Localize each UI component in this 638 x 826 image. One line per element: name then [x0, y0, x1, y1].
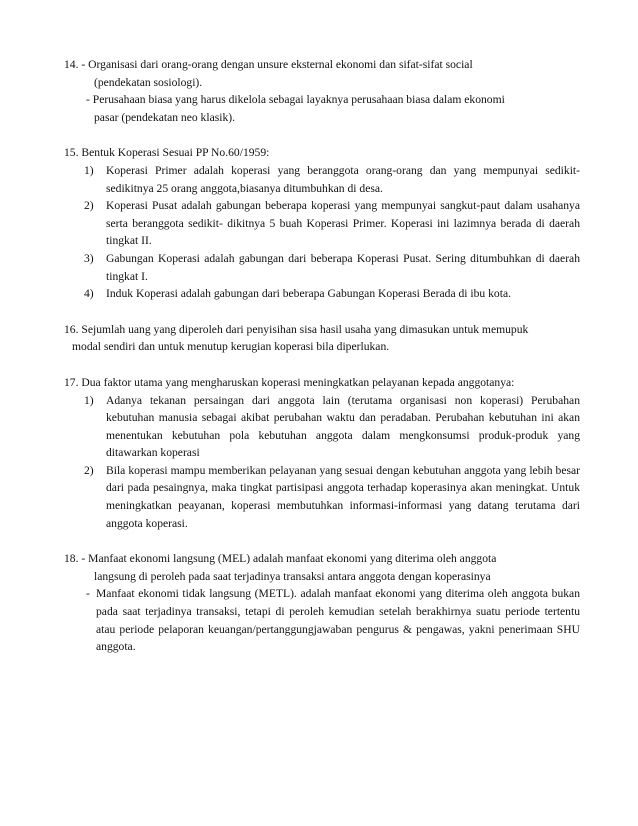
- list-item: [70, 462, 580, 532]
- list-item: [70, 285, 580, 303]
- item-text: Bila koperasi mampu memberikan pelayanan yang sesuai dengan kebutuhan anggota yang lebih besar dari pada pesaingnya, maka tingkat partisipasi anggota terhadap koperasinya akan meningkat. Untuk meningkatkan peayanan, koperasi membutuhkan informasi-informasi yang datang terutama dari anggota koperasi.: [106, 463, 580, 530]
- s18-text-2: Manfaat ekonomi tidak langsung (METL). adalah manfaat ekonomi yang diterima oleh anggota bukan pada saat terjadinya transaksi, tetapi di peroleh kemudian setelah berakhirnya suatu periode tertentu atau periode pelaporan keuangan/pertanggungjawaban pengurus & pengawas, yakni penerimaan SHU anggota.: [96, 587, 580, 654]
- s16-line-2: modal sendiri dan untuk menutup kerugian koperasi bila diperlukan.: [72, 340, 390, 354]
- s16-line-1: 16. Sejumlah uang yang diperoleh dari penyisihan sisa hasil usaha yang dimasukan untuk memupuk: [64, 322, 529, 336]
- s18-line-2: langsung di peroleh pada saat terjadinya transaksi antara anggota dengan koperasinya: [94, 569, 491, 583]
- s14-line-1: 14. - Organisasi dari orang-orang dengan unsure eksternal ekonomi dan sifat-sifat social: [64, 58, 473, 71]
- dash-marker: -: [86, 587, 90, 601]
- item-number: 2): [84, 199, 94, 213]
- s14-line-4: pasar (pendekatan neo klasik).: [94, 110, 235, 124]
- item-text: Induk Koperasi adalah gabungan dari beberapa Gabungan Koperasi Berada di ibu kota.: [106, 287, 511, 301]
- list-item: [70, 162, 580, 197]
- s17-list: [64, 392, 580, 533]
- item-number: 1): [84, 393, 94, 407]
- list-item: [70, 197, 580, 250]
- item-number: 4): [84, 287, 94, 301]
- item-text: Gabungan Koperasi adalah gabungan dari beberapa Koperasi Pusat. Sering ditumbuhkan di daerah tingkat I.: [106, 251, 580, 283]
- section-17: [64, 374, 580, 532]
- section-16: [64, 321, 580, 356]
- item-text: Koperasi Primer adalah koperasi yang beranggota orang-orang dan yang mempunyai sedikit-sedikitnya 25 orang anggota,biasanya ditumbuhkan di desa.: [106, 163, 580, 195]
- s18-dash-item: [64, 585, 580, 655]
- s17-heading: 17. Dua faktor utama yang mengharuskan koperasi meningkatkan pelayanan kepada anggotanya:: [64, 375, 515, 389]
- s14-line-3: - Perusahaan biasa yang harus dikelola sebagai layaknya perusahaan biasa dalam ekonomi: [86, 93, 505, 107]
- s15-heading: 15. Bentuk Koperasi Sesuai PP No.60/1959:: [64, 146, 270, 160]
- list-item: [70, 250, 580, 285]
- s15-list: [64, 162, 580, 303]
- section-14: [64, 56, 580, 126]
- item-text: Adanya tekanan persaingan dari anggota lain (terutama organisasi non koperasi) Perubahan kebutuhan manusia sebagai akibat perubahan waktu dan peradaban. Perubahan kebutuhan ini akan menentukan kebutuhan pola kebutuhan anggota dalam mengkonsumsi produk-produk yang ditawarkan koperasi: [106, 393, 580, 460]
- item-number: 1): [84, 163, 94, 177]
- s18-line-1: 18. - Manfaat ekonomi langsung (MEL) adalah manfaat ekonomi yang diterima oleh anggota: [64, 552, 497, 566]
- s14-line-2: (pendekatan sosiologi).: [94, 75, 203, 89]
- item-text: Koperasi Pusat adalah gabungan beberapa koperasi yang mempunyai sangkut-paut dalam usahanya serta beranggota sedikit- dikitnya 5 buah Koperasi Primer. Koperasi ini lazimnya berada di daerah tingkat II.: [106, 199, 580, 248]
- section-18: [64, 550, 580, 656]
- section-15: [64, 144, 580, 302]
- item-number: 3): [84, 251, 94, 265]
- item-number: 2): [84, 463, 94, 477]
- list-item: [70, 392, 580, 462]
